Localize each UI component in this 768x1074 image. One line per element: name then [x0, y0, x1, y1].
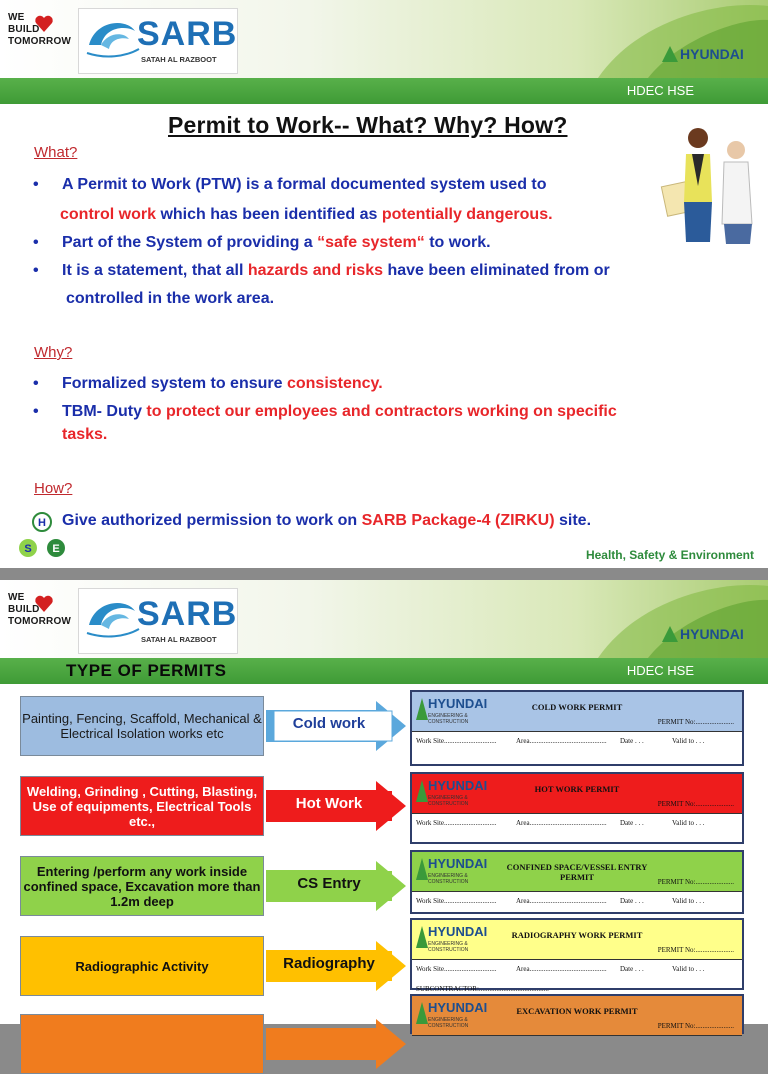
permit-form-field: Date . . .: [620, 737, 644, 745]
permit-description: [20, 1014, 264, 1074]
permit-description: Welding, Grinding , Cutting, Blasting, Use of equipments, Electrical Tools etc.,: [20, 776, 264, 836]
hyundai-triangle-icon: [416, 698, 428, 720]
sarb-wordmark: SARB: [137, 15, 238, 53]
permit-form-field: Area............................................: [516, 965, 607, 973]
text-run: hazards and risks: [247, 262, 383, 279]
hse-logo-s: S: [24, 543, 32, 555]
what-heading: What?: [34, 144, 78, 161]
text-run: potentially dangerous: [381, 206, 549, 223]
sarb-swirl-icon: [85, 15, 141, 59]
we-build-tomorrow-logo: WE BUILD TOMORROW: [8, 592, 72, 627]
permit-form-title: EXCAVATION WORK PERMIT: [516, 1006, 638, 1016]
permit-description: Radiographic Activity: [20, 936, 264, 996]
sarb-logo: [78, 8, 238, 74]
permit-form: [410, 918, 744, 993]
text-run: control work: [60, 206, 157, 223]
permit-number-field: PERMIT No:......................: [657, 946, 734, 954]
what-line: [66, 290, 274, 308]
text-run: to protect our employees and contractors working on specific: [141, 403, 617, 420]
hyundai-logo: [416, 778, 486, 810]
hyundai-triangle-icon: [416, 858, 428, 880]
permit-number-field: PERMIT No:......................: [657, 878, 734, 886]
permit-number-field: PERMIT No:......................: [657, 718, 734, 726]
hyundai-logo: [416, 924, 486, 956]
slide-title: TYPE OF PERMITS: [66, 661, 227, 680]
text-run: It is a statement, that all: [62, 262, 248, 279]
permit-description: Entering /perform any work inside confined space, Excavation more than 1.2m deep: [20, 856, 264, 916]
hse-logo: [16, 510, 68, 562]
arrow-right-icon: [266, 1019, 408, 1069]
permit-form-header: [412, 920, 742, 960]
text-run: Part of the System of providing a: [62, 234, 318, 251]
permit-form-fields: [412, 892, 742, 912]
hyundai-triangle-icon: [416, 1002, 428, 1024]
hyundai-triangle-icon: [662, 626, 678, 642]
permit-form-title: CONFINED SPACE/VESSEL ENTRY PERMIT: [506, 862, 648, 882]
hyundai-wordmark: HYUNDAI: [428, 924, 488, 939]
what-line: [62, 262, 610, 280]
hse-logo-h: H: [38, 517, 46, 529]
permit-form-header: [412, 996, 742, 1036]
permit-type-label: Hot Work: [295, 795, 363, 812]
permit-type-arrow: [266, 941, 408, 991]
permit-form-fields: [412, 814, 742, 834]
text-run: SARB Package-4 (ZIRKU): [361, 512, 555, 529]
text-run: tasks.: [62, 426, 108, 443]
permit-type-label: CS Entry: [297, 875, 361, 892]
bullet-icon: •: [33, 262, 39, 279]
slide-header: [0, 580, 768, 658]
permit-form-field: Valid to . . .: [672, 965, 705, 973]
hyundai-wordmark: HYUNDAI: [428, 778, 488, 793]
text-run: consistency.: [286, 375, 383, 392]
we-build-tomorrow-logo: WE BUILD TOMORROW: [8, 12, 72, 47]
how-line: [62, 512, 591, 530]
why-heading: Why?: [34, 344, 73, 361]
hyundai-wordmark: HYUNDAI: [428, 1000, 488, 1015]
hyundai-triangle-icon: [416, 926, 428, 948]
leaf-decoration: [578, 0, 768, 78]
permit-form-field: Work Site..............................: [416, 819, 497, 827]
hyundai-subtitle: ENGINEERING & CONSTRUCTION: [428, 795, 469, 807]
permit-form-field: Work Site..............................: [416, 897, 497, 905]
slide-header: [0, 0, 768, 78]
text-run: site.: [554, 512, 592, 529]
heart-icon: [34, 14, 54, 34]
permit-form-header: [412, 692, 742, 732]
text-run: A Permit to Work (PTW) is a formal documented system used to: [62, 176, 547, 193]
permit-form-field: Work Site..............................: [416, 737, 497, 745]
hyundai-subtitle: ENGINEERING & CONSTRUCTION: [428, 713, 469, 725]
what-line: [62, 176, 547, 194]
what-line: [62, 234, 491, 252]
text-run: controlled in the work area.: [66, 290, 275, 307]
permit-form-field: Date . . .: [620, 897, 644, 905]
leaf-decoration: [578, 580, 768, 658]
permit-form-field: SUBCONTRACTOR:........................................: [416, 985, 549, 993]
permit-form: [410, 772, 744, 844]
permit-form: [410, 994, 744, 1034]
permit-form-field: Area............................................: [516, 737, 607, 745]
hdec-hse-label: HDEC HSE: [626, 83, 694, 98]
why-line: [62, 403, 617, 421]
permit-description: Painting, Fencing, Scaffold, Mechanical & Electrical Isolation works etc: [20, 696, 264, 756]
permit-types-table: [0, 684, 768, 1030]
green-header-bar: [0, 78, 768, 104]
permit-form-field: Date . . .: [620, 819, 644, 827]
hyundai-triangle-icon: [662, 46, 678, 62]
slide-content: [0, 104, 768, 568]
text-run: TBM- Duty: [62, 403, 142, 420]
hyundai-logo: [416, 696, 486, 728]
sarb-wordmark: SARB: [137, 595, 238, 633]
permit-form-field: Area............................................: [516, 819, 607, 827]
what-line: [60, 206, 553, 224]
permit-form-header: [412, 774, 742, 814]
hyundai-subtitle: ENGINEERING & CONSTRUCTION: [428, 873, 469, 885]
sarb-logo: [78, 588, 238, 654]
workers-illustration: [664, 124, 754, 244]
slide-title: Permit to Work-- What? Why? How?: [168, 112, 568, 138]
permit-number-field: PERMIT No:......................: [657, 800, 734, 808]
heart-icon: [34, 594, 54, 614]
permit-type-arrow: [266, 1019, 408, 1069]
sarb-subtitle: SATAH AL RAZBOOT: [141, 635, 217, 644]
permit-form-field: Valid to . . .: [672, 897, 705, 905]
hyundai-logo: HYUNDAI: [662, 624, 760, 646]
hyundai-subtitle: ENGINEERING & CONSTRUCTION: [428, 1017, 469, 1029]
permit-number-field: PERMIT No:......................: [657, 1022, 734, 1030]
permit-type-label: Cold work: [292, 715, 366, 732]
bullet-icon: •: [33, 234, 39, 251]
why-line: [62, 375, 383, 393]
permit-form-field: Area............................................: [516, 897, 607, 905]
permit-form-field: Work Site..............................: [416, 965, 497, 973]
permit-form-fields: [412, 960, 742, 980]
hyundai-logo: HYUNDAI: [662, 44, 760, 66]
sarb-subtitle: SATAH AL RAZBOOT: [141, 55, 217, 64]
permit-form-title: COLD WORK PERMIT: [531, 702, 623, 712]
text-run: have been eliminated from or: [383, 262, 610, 279]
why-line: [62, 426, 107, 444]
permit-form-field: Valid to . . .: [672, 737, 705, 745]
text-run: “safe system“: [317, 234, 425, 251]
text-run: work.: [448, 234, 491, 251]
permit-form-field: Valid to . . .: [672, 819, 705, 827]
slide-type-of-permits: [0, 580, 768, 1030]
text-run: Give authorized permission to work on: [62, 512, 362, 529]
hse-logo-e: E: [52, 543, 60, 555]
permit-form-title: RADIOGRAPHY WORK PERMIT: [511, 930, 643, 940]
text-run: which has been identified as: [156, 206, 382, 223]
sarb-swirl-icon: [85, 595, 141, 639]
hyundai-wordmark: HYUNDAI: [428, 696, 488, 711]
bullet-icon: •: [33, 403, 39, 420]
hyundai-triangle-icon: [416, 780, 428, 802]
permit-form-title: HOT WORK PERMIT: [534, 784, 620, 794]
how-heading: How?: [34, 480, 73, 497]
bullet-icon: •: [33, 375, 39, 392]
permit-form-fields: [412, 732, 742, 752]
bullet-icon: •: [33, 176, 39, 193]
hyundai-subtitle: ENGINEERING & CONSTRUCTION: [428, 941, 469, 953]
permit-type-arrow: [266, 861, 408, 911]
hyundai-logo: [416, 856, 486, 888]
text-run: Formalized system to ensure: [62, 375, 287, 392]
permit-form: [410, 690, 744, 766]
hyundai-logo: [416, 1000, 486, 1032]
green-header-bar: [0, 658, 768, 684]
hyundai-wordmark: HYUNDAI: [428, 856, 488, 871]
permit-type-label: Radiography: [283, 955, 375, 972]
hdec-hse-label: HDEC HSE: [626, 663, 694, 678]
permit-form-field: Date . . .: [620, 965, 644, 973]
text-run: .: [548, 206, 553, 223]
permit-type-arrow: [266, 701, 408, 751]
permit-type-arrow: [266, 781, 408, 831]
permit-form-header: [412, 852, 742, 892]
hse-footer: Health, Safety & Environment: [585, 548, 754, 562]
text-run: to: [424, 234, 449, 251]
permit-form: [410, 850, 744, 914]
